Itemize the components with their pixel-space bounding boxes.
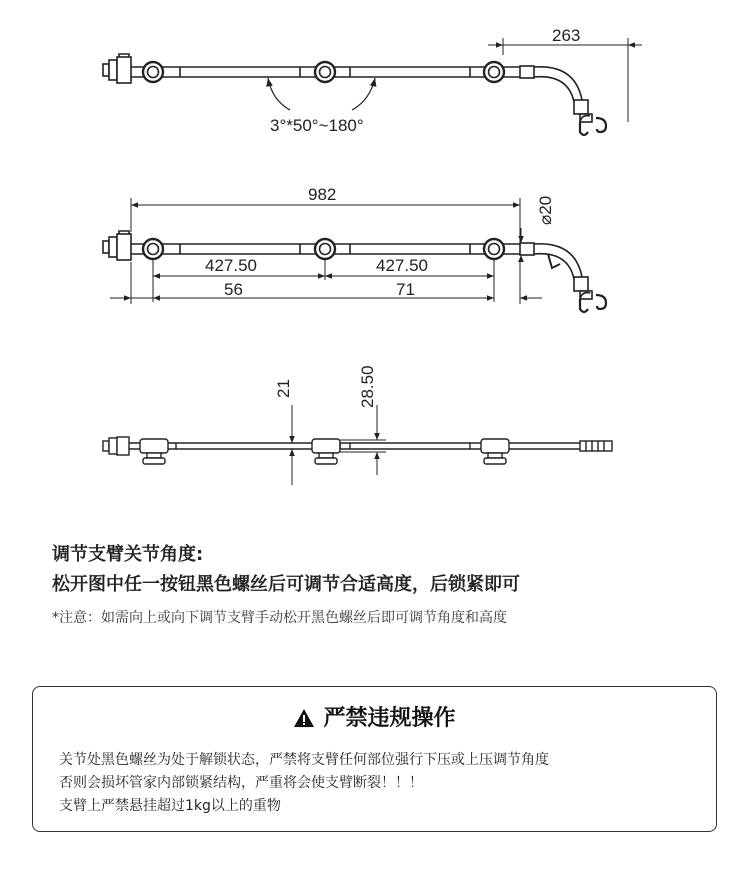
warning-icon [293,708,315,734]
warning-line: 否则会损坏管家内部锁紧结构，严重将会使支臂断裂！！！ [59,775,423,791]
offset-right-label: 71 [396,280,415,299]
spacing-left-label: 427.50 [205,256,257,275]
middle-view-arm [103,231,606,312]
spacing-right-label: 427.50 [376,256,428,275]
height-large-label: 28.50 [358,365,377,408]
angle-label: 3°*50°~180° [270,116,364,135]
warning-lines [59,749,549,818]
total-length-label: 982 [308,185,337,204]
instruction-title: 调节支臂关节角度: [52,544,204,565]
width-dimension [488,38,642,122]
diameter-label: ⌀20 [536,195,555,225]
side-view-arm [103,437,612,464]
offset-dimensions [110,262,542,304]
angle-arcs [268,78,375,110]
height-small-label: 21 [274,379,293,398]
instruction-subtitle: 松开图中任一按钮黑色螺丝后可调节合适高度，后锁紧即可 [52,574,520,595]
warning-box [32,686,717,832]
warning-line: 关节处黑色螺丝为处于解锁状态，严禁将支臂任何部位强行下压或上压调节角度 [59,752,549,768]
warning-line: 支臂上严禁悬挂超过1kg以上的重物 [59,798,281,814]
warning-title: 严禁违规操作 [323,706,456,731]
warning-heading [33,701,716,734]
width-label: 263 [552,26,581,45]
total-length-dimension [131,198,520,242]
instruction-note: *注意：如需向上或向下调节支臂手动松开黑色螺丝后即可调节角度和高度 [52,610,507,626]
offset-left-label: 56 [224,280,243,299]
